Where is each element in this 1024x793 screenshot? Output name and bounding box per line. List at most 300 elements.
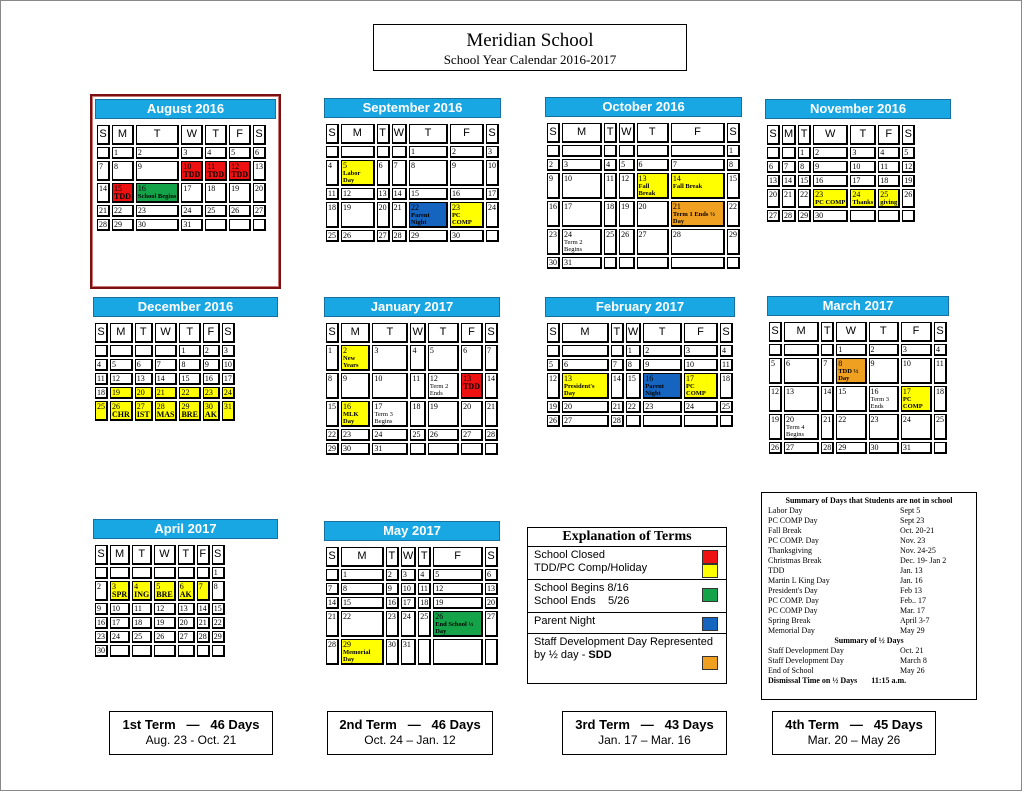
day-cell xyxy=(902,210,915,222)
day-number: 10 xyxy=(374,374,383,383)
day-cell xyxy=(782,147,796,159)
summary-row xyxy=(768,526,970,536)
day-cell xyxy=(154,581,175,601)
day-number: 22 xyxy=(800,190,809,199)
day-number: 26 xyxy=(343,231,351,240)
day-number: 28 xyxy=(672,230,681,239)
day-cell xyxy=(486,146,499,158)
day-number: 14 xyxy=(393,189,402,198)
day-cell xyxy=(154,617,175,629)
day-cell xyxy=(135,387,153,399)
day-number: 16 xyxy=(137,184,146,193)
day-number: 15 xyxy=(213,604,222,613)
day-cell xyxy=(562,373,609,399)
day-number: 3 xyxy=(564,160,568,169)
day-number: 27 xyxy=(786,443,794,452)
day-cell xyxy=(485,611,498,637)
weekday-row xyxy=(95,323,235,343)
week-row xyxy=(95,645,225,657)
day-cell xyxy=(181,161,203,181)
day-cell xyxy=(110,373,133,385)
summary-event: Martin L King Day xyxy=(768,576,830,585)
day-number: 17 xyxy=(223,374,232,383)
weekday-label: T xyxy=(643,323,682,343)
day-cell xyxy=(671,159,725,171)
day-number: 24 xyxy=(402,612,411,621)
day-cell xyxy=(433,597,483,609)
day-number: 2 xyxy=(97,582,101,591)
day-cell xyxy=(410,345,425,371)
day-number: 25 xyxy=(420,612,429,621)
day-cell xyxy=(326,202,339,228)
day-cell xyxy=(95,581,108,601)
day-number: 8 xyxy=(800,162,805,171)
day-cell xyxy=(821,414,834,440)
day-cell xyxy=(798,189,811,208)
day-number: 16 xyxy=(870,387,879,396)
day-cell xyxy=(767,175,780,187)
summary-row xyxy=(768,596,970,606)
weekday-label: S xyxy=(97,125,110,145)
day-cell xyxy=(97,161,110,181)
day-number: 18 xyxy=(420,598,429,607)
day-number: 5 xyxy=(156,582,161,591)
day-cell xyxy=(450,202,484,228)
day-number: 24 xyxy=(487,203,496,212)
day-number: 14 xyxy=(486,374,495,383)
weekday-label: S xyxy=(902,125,915,145)
day-number: 17 xyxy=(402,598,411,607)
day-cell xyxy=(671,145,725,157)
week-row xyxy=(767,189,915,208)
day-number: 9 xyxy=(343,374,347,383)
day-number: 29 xyxy=(213,632,222,641)
day-number: 1 xyxy=(114,148,118,157)
summary-event: Thanksgiving xyxy=(768,546,812,555)
month-august xyxy=(90,94,281,289)
day-number: 6 xyxy=(638,160,643,169)
day-cell xyxy=(372,429,408,441)
day-cell xyxy=(110,631,130,643)
day-number: 31 xyxy=(902,443,911,452)
day-cell xyxy=(326,146,339,158)
week-row xyxy=(767,210,915,222)
day-number: 11 xyxy=(97,374,105,383)
week-row xyxy=(326,401,498,427)
weekday-label: M xyxy=(341,323,370,343)
summary-event: Staff Development Day xyxy=(768,656,844,665)
day-cell xyxy=(684,345,718,357)
day-number: 19 xyxy=(549,402,557,411)
day-number: 7 xyxy=(393,161,398,170)
day-number: 7 xyxy=(486,346,491,355)
day-cell xyxy=(212,581,225,601)
term-3 xyxy=(562,711,727,755)
week-row xyxy=(326,569,498,581)
day-number: 17 xyxy=(183,184,192,193)
day-cell xyxy=(229,183,251,203)
day-cell xyxy=(136,183,179,203)
summary-box xyxy=(761,492,977,700)
day-number: 26 xyxy=(621,230,630,239)
weekday-label: F xyxy=(229,125,251,145)
day-number: 15 xyxy=(343,598,351,607)
day-number: 3 xyxy=(686,346,691,355)
summary-event: End of School xyxy=(768,666,814,675)
day-cell xyxy=(132,617,152,629)
day-cell xyxy=(485,401,498,427)
legend-title: Explanation of Terms xyxy=(528,528,726,547)
day-cell xyxy=(813,161,848,173)
day-cell xyxy=(604,229,617,255)
day-number: 4 xyxy=(328,161,332,170)
day-cell xyxy=(135,359,153,371)
day-cell xyxy=(461,373,483,399)
month-title: November 2016 xyxy=(765,99,951,119)
weekday-label: S xyxy=(253,125,266,145)
day-cell xyxy=(136,161,179,181)
day-number: 14 xyxy=(198,604,207,613)
week-row xyxy=(547,359,733,371)
day-cell xyxy=(562,201,602,227)
day-number: 1 xyxy=(838,345,843,354)
day-cell xyxy=(901,414,932,440)
day-number: 5 xyxy=(112,360,116,369)
day-event: Term 2 Begins xyxy=(564,239,583,253)
day-cell xyxy=(179,401,200,421)
day-cell xyxy=(154,567,175,579)
day-number: 23 xyxy=(343,430,351,439)
day-cell xyxy=(784,414,819,440)
day-number: 14 xyxy=(328,598,336,607)
day-cell xyxy=(485,569,498,581)
day-cell xyxy=(637,201,669,227)
day-cell xyxy=(341,401,370,427)
day-number: 27 xyxy=(179,632,188,641)
day-number: 30 xyxy=(870,443,879,452)
week-row xyxy=(326,597,498,609)
day-number: 30 xyxy=(204,402,213,411)
day-cell xyxy=(212,567,225,579)
day-cell xyxy=(409,202,448,228)
weekday-label: S xyxy=(934,322,947,342)
day-cell xyxy=(212,645,225,657)
day-cell xyxy=(450,146,484,158)
summary-event: PC COMP Day xyxy=(768,516,818,525)
day-cell xyxy=(821,442,834,454)
month-grid xyxy=(324,321,500,457)
day-cell xyxy=(902,189,915,208)
day-event: PC COMP xyxy=(451,212,472,226)
day-cell xyxy=(229,219,251,231)
day-cell xyxy=(392,160,407,186)
day-cell xyxy=(326,401,339,427)
day-cell xyxy=(178,567,195,579)
weekday-label: S xyxy=(326,124,339,144)
weekday-row xyxy=(326,547,498,567)
day-cell xyxy=(901,442,932,454)
summary-title: Summary of Days that Students are not in school xyxy=(785,496,953,505)
day-event: CHR xyxy=(112,410,130,419)
day-number: 13 xyxy=(769,176,777,185)
day-cell xyxy=(547,415,560,427)
day-cell xyxy=(326,569,339,581)
day-cell xyxy=(95,359,108,371)
day-cell xyxy=(110,581,130,601)
day-cell xyxy=(341,373,370,399)
day-cell xyxy=(604,257,617,269)
week-row xyxy=(769,386,947,412)
day-cell xyxy=(767,210,780,222)
day-cell xyxy=(253,219,266,231)
day-cell xyxy=(341,188,375,200)
day-cell xyxy=(326,345,339,371)
day-cell xyxy=(547,159,560,171)
day-number: 28 xyxy=(198,632,207,641)
day-cell xyxy=(767,147,780,159)
day-cell xyxy=(386,597,399,609)
day-cell xyxy=(611,345,624,357)
weekday-label: M xyxy=(562,323,609,343)
summary-row xyxy=(768,656,970,666)
weekday-label: S xyxy=(95,323,108,343)
green-swatch xyxy=(702,588,718,602)
day-cell xyxy=(671,173,725,199)
weekday-label: W xyxy=(181,125,203,145)
day-number: 9 xyxy=(870,359,875,368)
term-2 xyxy=(327,711,493,755)
day-number: 23 xyxy=(549,230,557,239)
month-title: January 2017 xyxy=(324,297,500,317)
summary-row xyxy=(768,606,970,616)
day-cell xyxy=(684,415,718,427)
day-cell xyxy=(901,386,932,412)
weekday-label: T xyxy=(637,123,669,143)
day-cell xyxy=(155,401,178,421)
day-cell xyxy=(181,183,203,203)
day-number: 3 xyxy=(487,147,492,156)
day-cell xyxy=(205,147,227,159)
day-number: 18 xyxy=(606,202,615,211)
weekday-label: T xyxy=(850,125,876,145)
day-number: 4 xyxy=(935,345,940,354)
summary-event: Spring Break xyxy=(768,616,811,625)
day-number: 21 xyxy=(198,618,207,627)
week-row xyxy=(326,583,498,595)
day-cell xyxy=(418,569,431,581)
day-cell xyxy=(428,345,459,371)
day-cell xyxy=(485,583,498,595)
day-number: 30 xyxy=(549,258,557,267)
day-event: SPR xyxy=(112,590,128,599)
day-cell xyxy=(637,159,669,171)
day-number: 21 xyxy=(393,203,402,212)
day-number: 22 xyxy=(181,388,190,397)
day-cell xyxy=(203,345,220,357)
day-number: 20 xyxy=(769,190,777,199)
day-cell xyxy=(155,373,178,385)
school-name: Meridian School xyxy=(466,30,594,51)
day-cell xyxy=(547,345,560,357)
week-row xyxy=(95,359,235,371)
day-event: AK xyxy=(204,410,217,419)
day-cell xyxy=(769,386,782,412)
term-2-dates: Oct. 24 – Jan. 12 xyxy=(364,733,456,747)
day-number: 1 xyxy=(627,346,632,355)
week-row xyxy=(547,229,740,255)
summary-date: Sept 5 xyxy=(900,506,921,515)
weekday-label: T xyxy=(409,124,448,144)
day-number: 2 xyxy=(204,346,209,355)
day-cell xyxy=(410,401,425,427)
day-number: 20 xyxy=(486,598,495,607)
day-number: 11 xyxy=(207,162,215,171)
day-event: TDD xyxy=(231,170,249,179)
day-cell xyxy=(486,202,499,228)
day-number: 23 xyxy=(451,203,460,212)
day-number: 20 xyxy=(255,184,264,193)
day-cell xyxy=(643,373,682,399)
day-number: 6 xyxy=(564,360,568,369)
day-cell xyxy=(850,147,876,159)
day-number: 8 xyxy=(181,360,186,369)
weekday-label: T xyxy=(178,545,195,565)
day-number: 27 xyxy=(564,416,572,425)
day-number: 27 xyxy=(378,231,387,240)
day-number: 22 xyxy=(627,402,636,411)
day-cell xyxy=(727,229,740,255)
day-cell xyxy=(486,230,499,242)
day-cell xyxy=(869,414,899,440)
day-cell xyxy=(409,146,448,158)
week-row xyxy=(95,603,225,615)
day-number: 13 xyxy=(378,189,387,198)
day-number: 26 xyxy=(435,612,444,621)
weekday-label: W xyxy=(836,322,866,342)
day-event: TDD xyxy=(183,170,201,179)
day-number: 25 xyxy=(721,402,730,411)
day-cell xyxy=(326,429,339,441)
day-number: 21 xyxy=(823,415,832,424)
weekday-label: S xyxy=(767,125,780,145)
summary-row xyxy=(768,516,970,526)
day-number: 10 xyxy=(902,359,911,368)
day-number: 24 xyxy=(112,632,120,641)
day-cell xyxy=(253,205,266,217)
day-number: 8 xyxy=(728,160,733,169)
summary-event: PC COMP. Day xyxy=(768,596,819,605)
day-number: 10 xyxy=(564,174,572,183)
week-row xyxy=(97,161,266,181)
weekday-row xyxy=(326,323,498,343)
weekday-label: S xyxy=(485,547,498,567)
week-row xyxy=(769,442,947,454)
day-cell xyxy=(179,373,200,385)
summary-row xyxy=(768,626,970,636)
day-number: 29 xyxy=(838,443,847,452)
day-cell xyxy=(562,257,602,269)
legend xyxy=(527,527,727,684)
legend-sdd-1: Staff Development Day Represented xyxy=(534,636,713,648)
weekday-label: T xyxy=(869,322,899,342)
month-april xyxy=(90,516,281,705)
day-cell xyxy=(154,645,175,657)
day-number: 9 xyxy=(204,360,209,369)
day-number: 14 xyxy=(99,184,107,193)
day-number: 8 xyxy=(328,374,332,383)
legend-sdd-2 xyxy=(534,649,720,662)
day-cell xyxy=(902,147,915,159)
weekday-label: F xyxy=(450,124,484,144)
day-cell xyxy=(486,188,499,200)
legend-tdd: TDD/PC Comp/Holiday xyxy=(534,562,648,574)
day-number: 6 xyxy=(378,161,383,170)
day-cell xyxy=(637,229,669,255)
day-number: 30 xyxy=(387,640,396,649)
day-cell xyxy=(433,611,483,637)
day-cell xyxy=(547,373,560,399)
day-cell xyxy=(386,583,399,595)
day-number: 17 xyxy=(374,402,383,411)
day-number: 12 xyxy=(621,174,630,183)
weekday-label: T xyxy=(136,125,179,145)
day-number: 21 xyxy=(672,202,681,211)
day-cell xyxy=(901,344,932,356)
day-number: 1 xyxy=(343,570,347,579)
day-number: 30 xyxy=(451,231,460,240)
day-cell xyxy=(433,583,483,595)
day-number: 20 xyxy=(136,388,145,397)
day-number: 7 xyxy=(672,160,677,169)
week-row xyxy=(95,631,225,643)
week-row xyxy=(326,202,499,228)
day-cell xyxy=(326,639,339,665)
day-cell xyxy=(604,201,617,227)
day-cell xyxy=(901,358,932,384)
day-cell xyxy=(377,146,390,158)
day-cell xyxy=(485,639,498,665)
day-number: 18 xyxy=(935,387,944,396)
day-number: 4 xyxy=(207,148,212,157)
day-cell xyxy=(95,603,108,615)
day-number: 5 xyxy=(549,360,553,369)
day-number: 9 xyxy=(387,584,392,593)
day-cell xyxy=(97,183,110,203)
day-number: 9 xyxy=(815,162,820,171)
day-number: 24 xyxy=(564,230,572,239)
day-number: 20 xyxy=(786,415,794,424)
week-row xyxy=(326,188,499,200)
day-number: 18 xyxy=(328,203,336,212)
day-cell xyxy=(197,567,210,579)
weekday-row xyxy=(95,545,225,565)
day-cell xyxy=(671,257,725,269)
weekday-label: T xyxy=(611,323,624,343)
day-number: 11 xyxy=(880,162,888,171)
day-cell xyxy=(461,429,483,441)
day-cell xyxy=(401,639,416,665)
day-number: 2 xyxy=(343,346,347,355)
day-cell xyxy=(878,189,900,208)
day-cell xyxy=(229,161,251,181)
day-number: 9 xyxy=(137,162,142,171)
day-number: 10 xyxy=(686,360,695,369)
day-cell xyxy=(850,210,876,222)
day-cell xyxy=(392,230,407,242)
day-number: 13 xyxy=(564,374,572,383)
day-event: TDD xyxy=(207,170,225,179)
month-september xyxy=(321,95,504,278)
